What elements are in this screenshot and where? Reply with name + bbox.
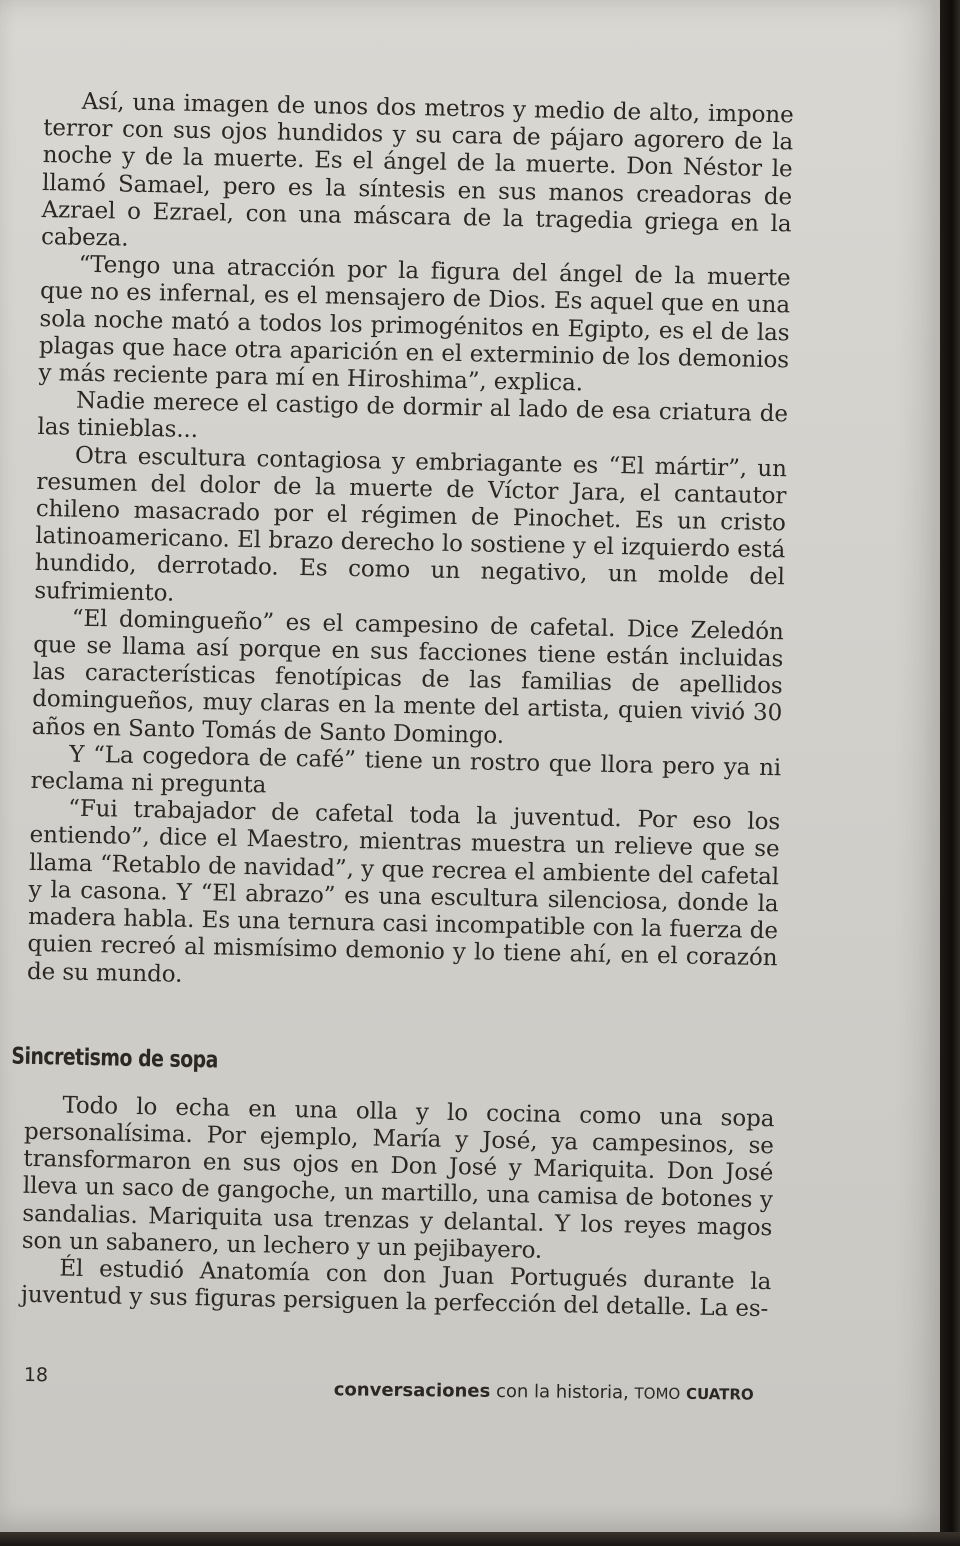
paragraph-sopa: Todo lo echa en una olla y lo cocina como una sopa personalísima. Por ejemplo, María y José, ya campesinos, se transformaron en sus ojos en Don José y Mariquita. Don José lleva un saco de gangoche, un martillo, una camisa de botones y sandalias. Mariquita usa trenzas y delantal. Y los reyes magos son un sabanero, un lechero y un pejibayero. [21, 1092, 775, 1264]
bottom-edge-shadow [0, 1532, 960, 1546]
page-footer [24, 1364, 764, 1402]
paragraph-el-martir: Otra escultura contagiosa y embriagante es “El mártir”, un resumen del dolor de la muerte de Víctor Jara, el cantautor chileno masacrado por el régimen de Pinochet. Es un cristo latinoamericano. El brazo derecho lo sostiene y el izquierdo está hundido, derrotado. Es como un negativo, un molde del sufrimiento. [34, 442, 788, 607]
paragraph-retablo: “Fui trabajador de cafetal toda la juventud. Por eso los entiendo”, dice el Maestro, mientras muestra un relieve que se llama “Retablo de navidad”, y que recrea el ambiente del cafetal y la casona. Y “El abrazo” es una escultura silenciosa, donde la madera habla. Es una ternura casi incompatible con la fuerza de quien recreó al mismísimo demonio y lo tiene ahí, en el corazón de su mundo. [26, 795, 781, 988]
section-heading: Sincretismo de sopa [11, 1043, 219, 1074]
running-title-volume-number: CUATRO [685, 1384, 754, 1404]
running-title-series-rest: con la historia, [495, 1380, 629, 1404]
paragraph-angel-image: Así, una imagen de unos dos metros y medio de alto, impone terror con sus ojos hundidos y su cara de pájaro agorero de la noche y de la muerte. Es el ángel de la muerte. Don Néstor le llamó Samael, pero es la síntesis en sus manos creadoras de Azrael o Ezrael, con una máscara de la tragedia griega en la cabeza. [40, 88, 794, 252]
paragraph-tinieblas: Nadie merece el castigo de dormir al lado de esa criatura de las tinieblas... [37, 387, 789, 444]
running-title-volume-word: TOMO [634, 1384, 681, 1403]
paragraph-el-domingueno: “El domingueño” es el campesino de cafetal. Dice Zeledón que se llama así porque en sus facciones tiene están incluidas las características fenotípicas de las familias de apellidos domingueños, muy claras en la mente del artista, quien vivió 30 años en Santo Tomás de Santo Domingo. [31, 605, 784, 749]
paragraph-angel-quote: “Tengo una atracción por la figura del ángel de la muerte que no es infernal, es el mensajero de Dios. Es aquel que en una sola noche mató a todos los primogénitos en Egipto, es el de las plagas que hace otra aparición en el exterminio de los demonios y más reciente para mí en Hiroshima”, explica. [38, 251, 791, 397]
page-number: 18 [23, 1364, 49, 1387]
article-body [11, 88, 794, 1324]
page-edge-shadow [940, 0, 960, 1546]
paragraph-cogedora: Y “La cogedora de café” tiene un rostro que llora pero ya ni reclama ni pregunta [30, 741, 782, 799]
paragraph-anatomia: Él estudió Anatomía con don Juan Portugués durante la juventud y sus figuras persiguen la perfección del detalle. La es- [20, 1255, 772, 1323]
running-title-series-bold: conversaciones [333, 1379, 491, 1402]
running-title [334, 1379, 754, 1404]
